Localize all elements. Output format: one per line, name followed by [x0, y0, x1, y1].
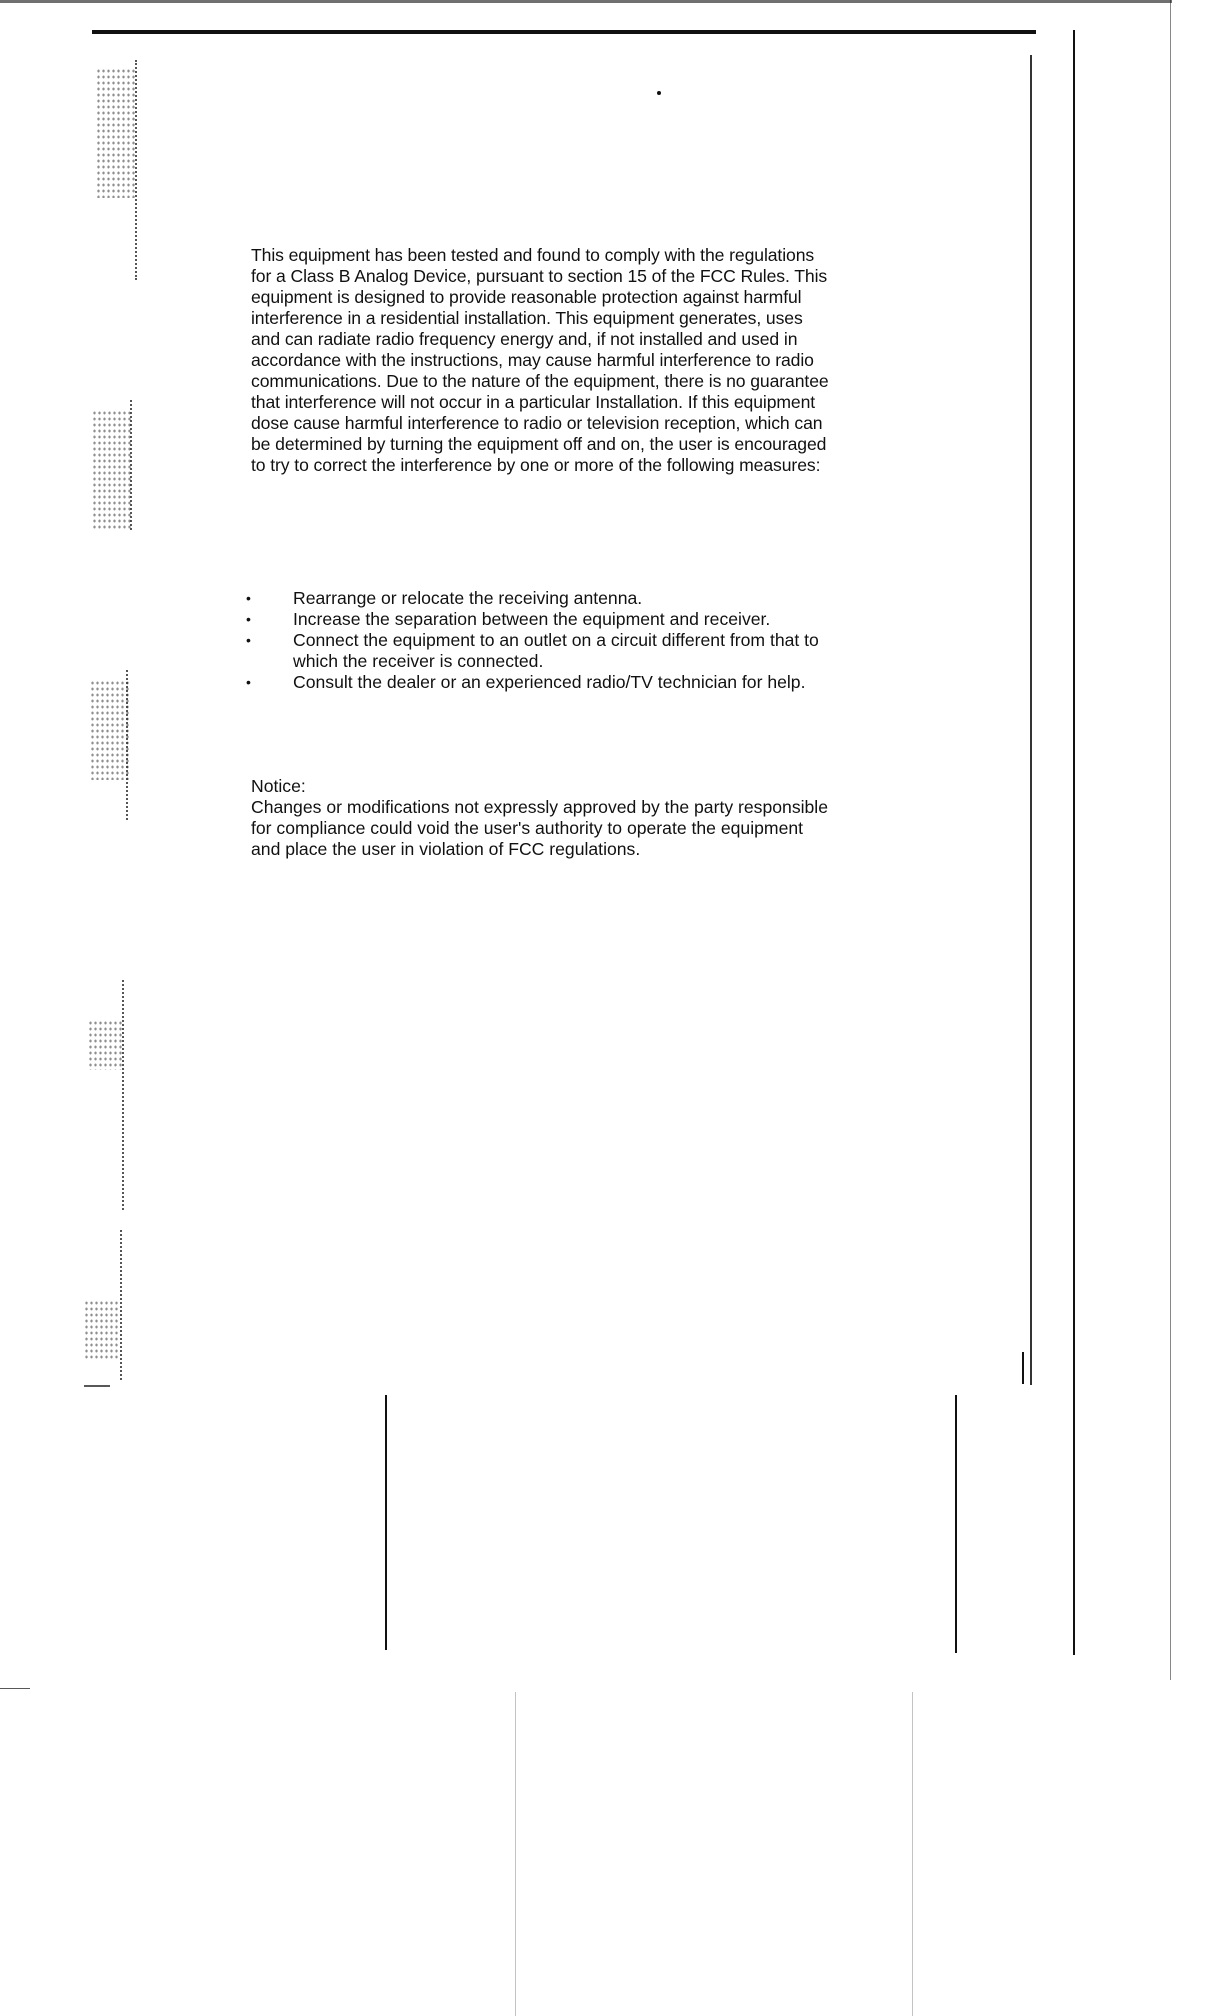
statement-line: for a Class B Analog Device, pursuant to section 15 of the FCC Rules. This [251, 266, 828, 286]
list-item [246, 588, 946, 609]
statement-line: accordance with the instructions, may cause harmful interference to radio [251, 350, 814, 370]
bullet-icon: • [246, 674, 251, 690]
measure-line: which the receiver is connected. [293, 651, 544, 671]
measure-line: Increase the separation between the equipment and receiver. [293, 609, 771, 629]
fcc-statement [251, 245, 951, 476]
margin-speckle [88, 1020, 124, 1070]
notice-line: Changes or modifications not expressly approved by the party responsible [251, 797, 829, 817]
margin-speckle [90, 680, 130, 780]
bullet-icon: • [246, 590, 251, 606]
margin-speckle [92, 410, 132, 530]
bullet-icon: • [246, 611, 251, 627]
notice-block [251, 776, 951, 860]
measures-list [246, 588, 946, 693]
bottom-left-tick [0, 1688, 30, 1689]
margin-speckle [96, 68, 136, 198]
stray-dot [657, 91, 661, 95]
statement-paragraph [251, 245, 951, 476]
lower-left-vertical-line [385, 1395, 387, 1650]
notice-heading: Notice: [251, 776, 306, 796]
measure-line: Consult the dealer or an experienced radio/TV technician for help. [293, 672, 806, 692]
bullet-icon: • [246, 632, 251, 648]
statement-line: This equipment has been tested and found to comply with the regulations [251, 245, 815, 265]
lower-right-vertical-line [955, 1395, 957, 1653]
notice-line: for compliance could void the user's authority to operate the equipment [251, 818, 804, 838]
bottom-fold-line-right [912, 1692, 913, 2016]
left-margin-tick [84, 1385, 110, 1387]
statement-line: communications. Due to the nature of the equipment, there is no guarantee [251, 371, 829, 391]
margin-speckle [84, 1300, 120, 1360]
statement-line: that interference will not occur in a particular Installation. If this equipment [251, 392, 816, 412]
right-border-line-outer [1073, 30, 1075, 1655]
statement-line: and can radiate radio frequency energy and, if not installed and used in [251, 329, 798, 349]
list-item [246, 630, 946, 672]
top-edge-line [0, 0, 1172, 3]
left-margin-dots [120, 1230, 122, 1380]
notice-line: and place the user in violation of FCC regulations. [251, 839, 641, 859]
statement-line: to try to correct the interference by one or more of the following measures: [251, 455, 821, 475]
left-margin-dots [122, 980, 124, 1210]
statement-line: interference in a residential installation. This equipment generates, uses [251, 308, 803, 328]
right-edge-line [1170, 0, 1171, 1680]
list-item [246, 609, 946, 630]
right-border-line-inner [1030, 55, 1032, 1385]
statement-line: be determined by turning the equipment off and on, the user is encouraged [251, 434, 827, 454]
measure-line: Connect the equipment to an outlet on a circuit different from that to [293, 630, 819, 650]
bottom-fold-line-left [515, 1692, 516, 2016]
right-short-line [1022, 1352, 1024, 1384]
list-item [246, 672, 946, 693]
top-border-line [92, 30, 1036, 34]
measure-line: Rearrange or relocate the receiving antenna. [293, 588, 643, 608]
statement-line: dose cause harmful interference to radio or television reception, which can [251, 413, 823, 433]
statement-line: equipment is designed to provide reasonable protection against harmful [251, 287, 802, 307]
